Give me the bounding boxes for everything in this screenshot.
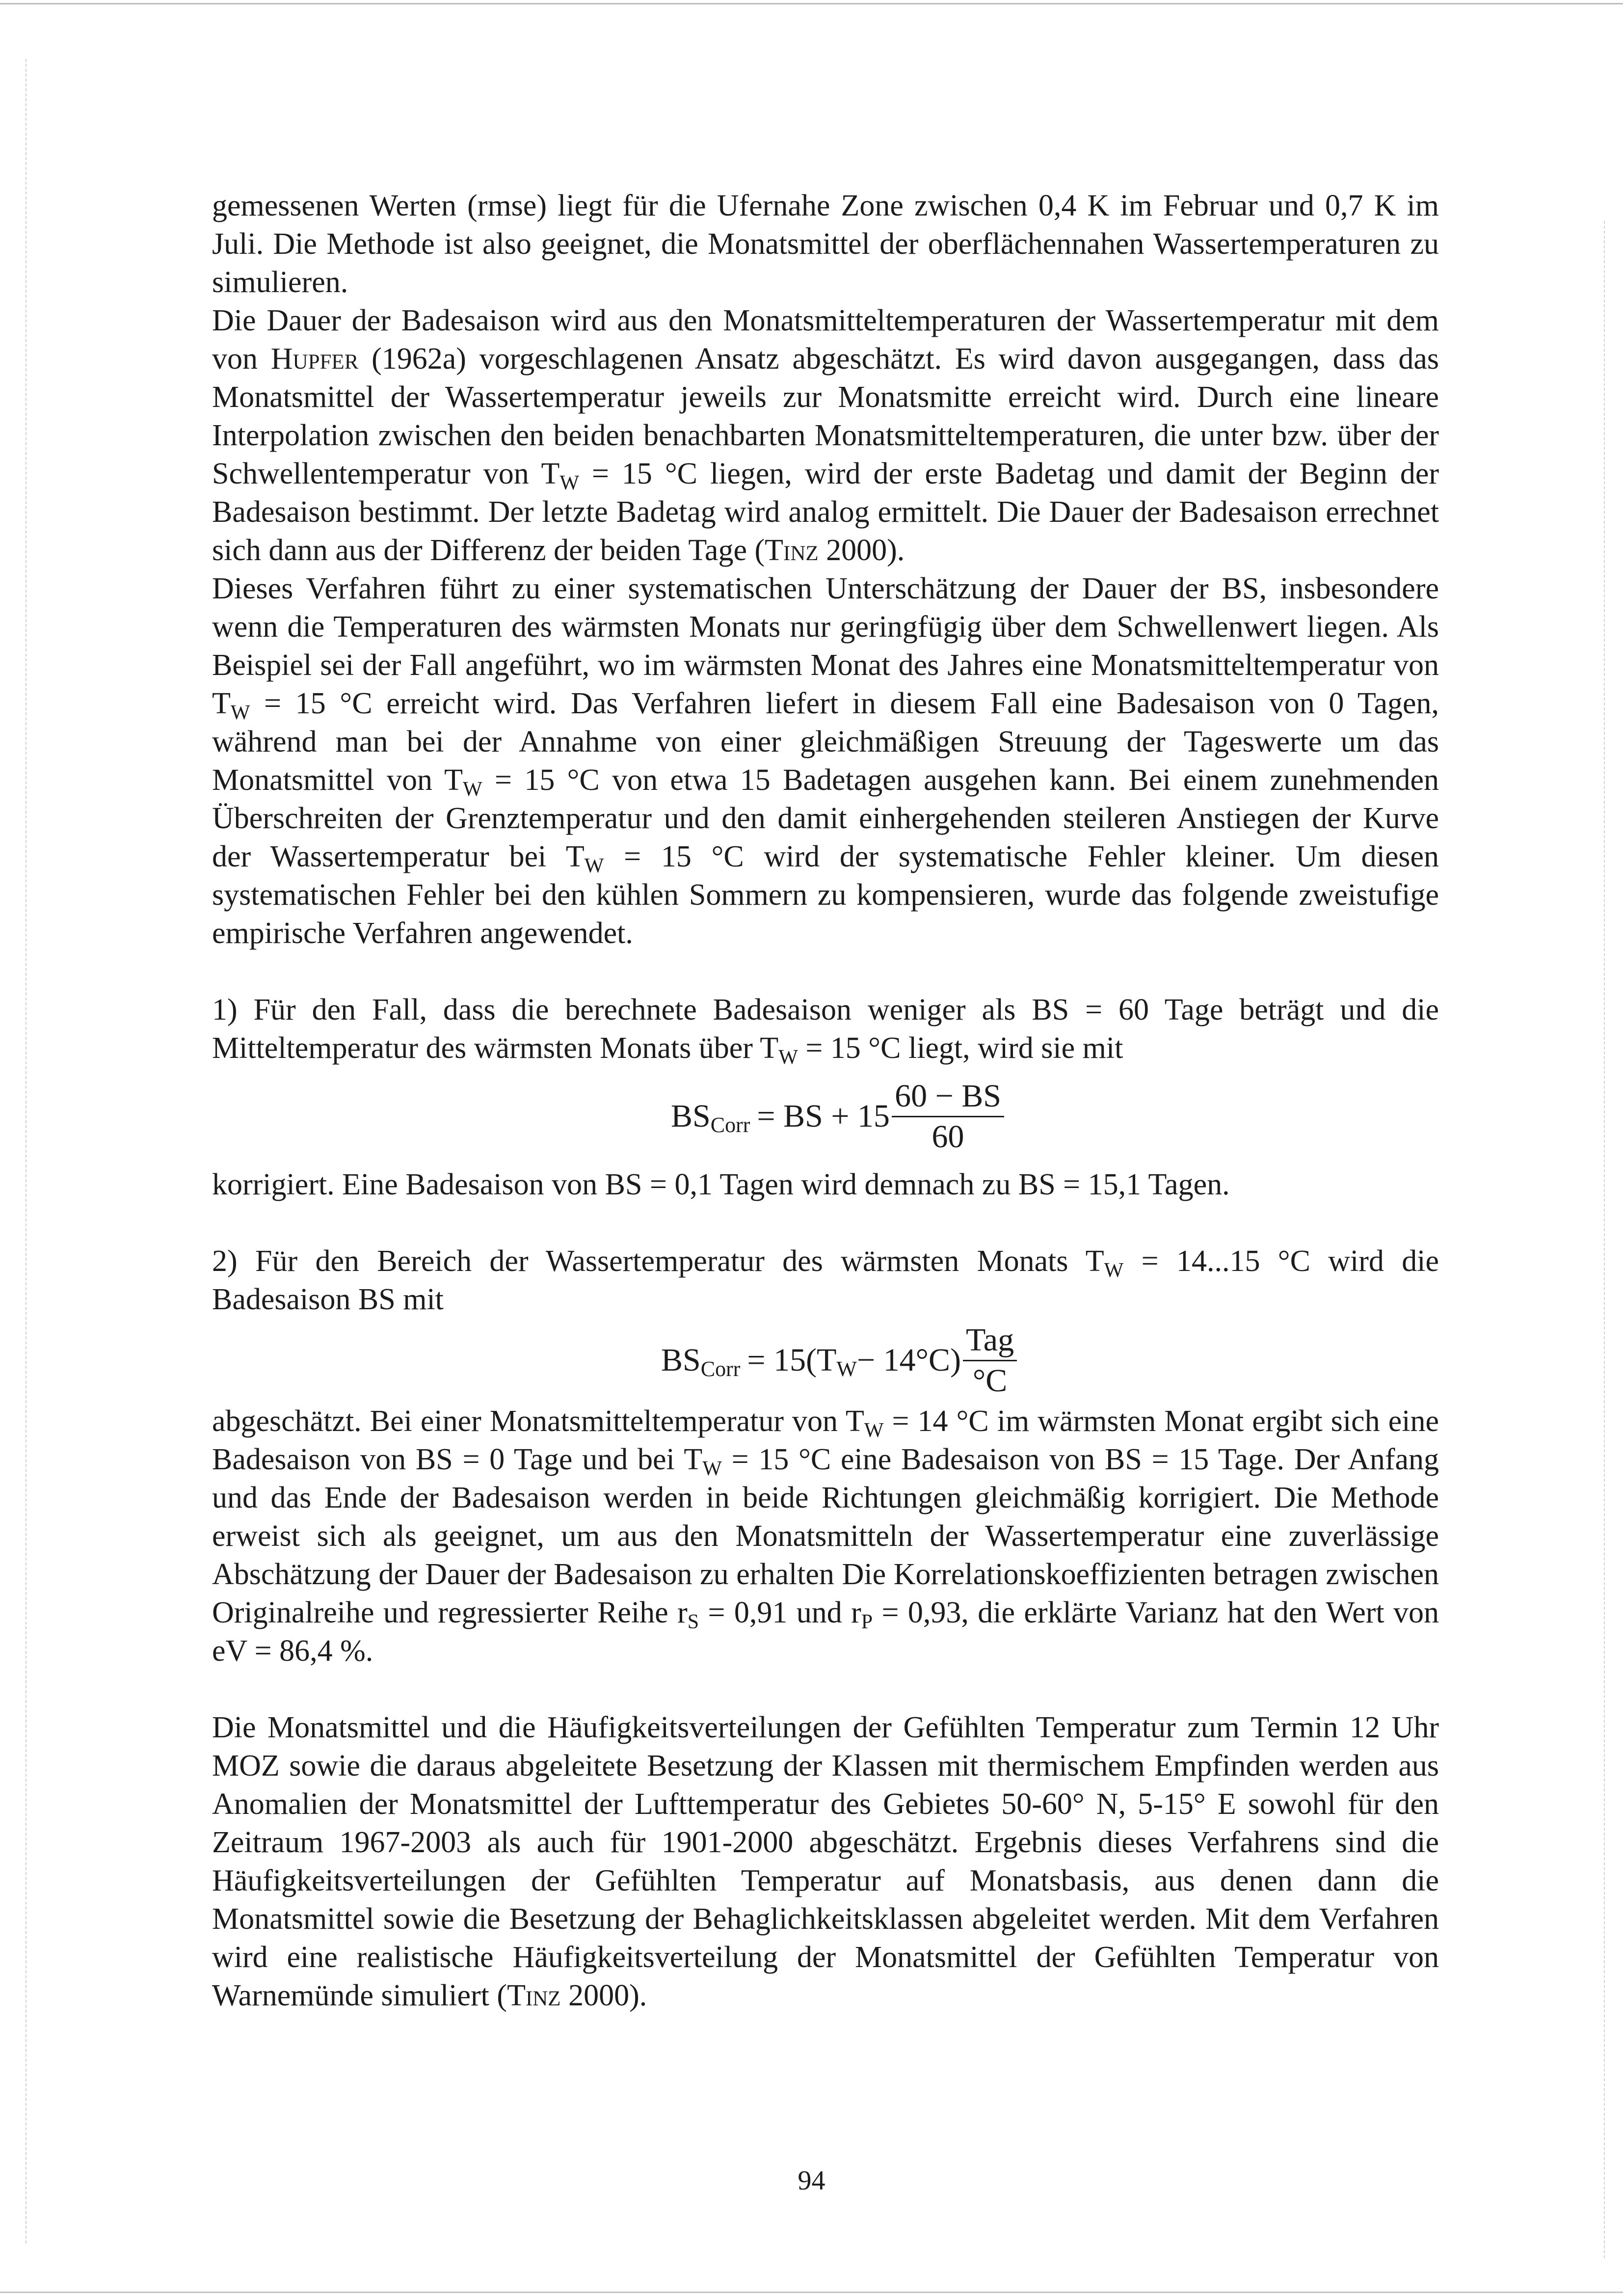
page-number: 94 [798, 2165, 825, 2196]
paragraph-gefuehlte-temperatur: Die Monatsmittel und die Häufigkeitsverteilungen der Gefühlten Temperatur zum Termin 12 Uhr MOZ sowie die daraus abgeleitete Besetzung der Klassen mit thermischem Empfinden werden aus Anomalien der Monatsmittel der Lufttemperatur des Gebietes 50-60° N, 5-15° E sowohl für den Zeitraum 1967-2003 als auch für 1901-2000 abgeschätzt. Ergebnis dieses Verfahrens sind die Häufigkeitsverteilungen der Gefühlten Temperatur auf Monatsbasis, aus denen dann die Monatsmittel sowie die Besetzung der Behaglichkeitsklassen abgeleitet werden. Mit dem Verfahren wird eine realistische Häufigkeitsverteilung der Monatsmittel der Gefühlten Temperatur von Warnemünde simuliert (Tinz 2000). [212, 1711, 1439, 2012]
scan-edge-top [0, 3, 1623, 4]
author-citation: Tinz [765, 534, 819, 567]
paragraph-badesaison-method: Die Dauer der Badesaison wird aus den Monatsmitteltemperaturen der Wassertemperatur mit dem von Hupfer (1962a) vorgeschlagenen Ansatz abgeschätzt. Es wird davon ausgegangen, dass das Monatsmittel der Wassertemperatur jeweils zur Monatsmitte erreicht wird. Durch eine lineare Interpolation zwischen den beiden benachbarten Monatsmitteltemperaturen, die unter bzw. über der Schwellentemperatur von $T_W = 15$ °C liegen, wird der erste Badetag und damit der Beginn der Badesaison bestimmt. Der letzte Badetag wird analog ermittelt. Die Dauer der Badesaison errechnet sich dann aus der Differenz der beiden Tage (Tinz 2000). [212, 304, 1439, 567]
scan-edge-bottom [0, 2292, 1623, 2293]
formula-correction-2: BS Corr = 15(T W − 14°C) $\frac{\text{Tag}}{^\circ C}$ [212, 1319, 1439, 1402]
paragraph-case-1: 1) Für den Fall, dass die berechnete Badesaison weniger als BS = 60 Tage beträgt und die Mitteltemperatur des wärmsten Monats über $T_W = 15$ °C liegt, wird sie mit [212, 993, 1439, 1069]
page-body [212, 187, 1439, 2015]
paragraph-case-2: 2) Für den Bereich der Wassertemperatur des wärmsten Monats $T_W = 14...15$ °C wird die Badesaison BS mit [212, 1244, 1439, 1316]
scan-edge-left [26, 59, 27, 2243]
paragraph-abgeschaetzt: abgeschätzt. Bei einer Monatsmitteltemperatur von $T_W = 14$ °C im wärmsten Monat ergibt sich eine Badesaison von BS = 0 Tage und bei $T_W = 15$ °C eine Badesaison von BS = 15 Tage. Der Anfang und das Ende der Badesaison werden in beide Richtungen gleichmäßig korrigiert. Die Methode erweist sich als geeignet, um aus den Monatsmitteln der Wassertemperatur eine zuverlässige Abschätzung der Dauer der Badesaison zu erhalten Die Korrelationskoeffizienten betragen zwischen Originalreihe und regressierter Reihe $r_S = 0,91$ und $r_P = 0,93$, die erklärte Varianz hat den Wert von eV = 86,4 %. [212, 1405, 1439, 1668]
author-citation: Tinz [507, 1979, 561, 2012]
scan-edge-right [1604, 221, 1605, 2258]
paragraph-underestimation: Dieses Verfahren führt zu einer systematischen Unterschätzung der Dauer der BS, insbesondere wenn die Temperaturen des wärmsten Monats nur geringfügig über dem Schwellenwert liegen. Als Beispiel sei der Fall angeführt, wo im wärmsten Monat des Jahres eine Monatsmitteltemperatur von $T_W = 15$ °C erreicht wird. Das Verfahren liefert in diesem Fall eine Badesaison von 0 Tagen, während man bei der Annahme von einer gleichmäßigen Streuung der Tageswerte um das Monatsmittel von $T_W = 15$ °C von etwa 15 Badetagen ausgehen kann. Bei einem zunehmenden Überschreiten der Grenztemperatur und den damit einhergehenden steileren Anstiegen der Kurve der Wassertemperatur bei $T_W = 15$ °C wird der systematische Fehler kleiner. Um diesen systematischen Fehler bei den kühlen Sommern zu kompensieren, wurde das folgende zweistufige empirische Verfahren angewendet. [212, 572, 1439, 950]
fraction: $\frac{\text{Tag}}{^\circ C}$ [963, 1323, 1017, 1399]
paragraph-rmse: gemessenen Werten (rmse) liegt für die Ufernahe Zone zwischen 0,4 K im Februar und 0,7 K im Juli. Die Methode ist also geeignet, die Monatsmittel der oberflächennahen Wassertemperaturen zu simulieren. [212, 189, 1439, 299]
paragraph-korrigiert: korrigiert. Eine Badesaison von BS = 0,1 Tagen wird demnach zu BS = 15,1 Tagen. [212, 1168, 1230, 1201]
fraction: $\frac{60 - BS}{60}$ [892, 1079, 1004, 1155]
formula-correction-1: BS Corr = BS + 15 $\frac{60 - BS}{60}$ [212, 1067, 1439, 1165]
author-citation: Hupfer [270, 342, 359, 376]
